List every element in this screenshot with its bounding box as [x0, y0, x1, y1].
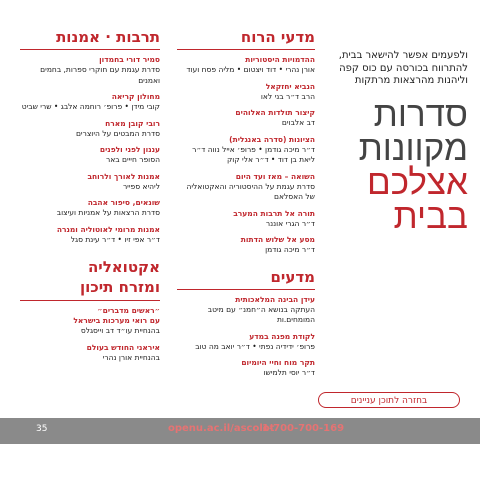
phone-number: 1-700-700-169	[262, 423, 345, 434]
left-column	[20, 28, 160, 369]
list-item[interactable]: אמנות לאורך ולרוחב ליהיא ספייר	[87, 171, 160, 191]
list-item[interactable]: עם רואי מערכות בישראל בהנחיית עו״ד דב וייסגלס	[73, 316, 160, 335]
list-item[interactable]: תקר מוח וחיי היומיום ד״ר יוסי תלמישו	[241, 358, 315, 377]
website-link[interactable]: openu.ac.il/ascolot	[168, 423, 275, 434]
list-item[interactable]: תורה אל תרבות המערב ד״ר הגרי אוננר	[233, 208, 315, 228]
list-item[interactable]: ״ראשים מדברים״	[97, 306, 160, 315]
list-item[interactable]: לקודת מפנה במדע פרופ׳ ידידיה נפתי • ד״ר יואב מה טוב	[195, 331, 315, 351]
list-item[interactable]: עננון לפני ולפנים הסופר חייים באר	[99, 145, 160, 164]
list-item[interactable]: מחולון קריאה קובי מידן • פרופ׳ רוחמה אלבג • שרי שביט	[21, 92, 160, 111]
list-item[interactable]: מסע אל שלוש הדתות ד״ר מיכה גודמן	[240, 235, 315, 254]
humanities-list	[177, 55, 315, 256]
intro-column	[328, 28, 468, 237]
section-title-line-2: ומזרח תיכון	[79, 278, 160, 296]
list-item[interactable]: הנביא יחזקאל הרב ד״ר בני לאו	[260, 81, 315, 101]
list-item[interactable]: הציונות (סדרה באנגלית) ד״ר מיכה גודמן • פרופ׳ אייל נווה ד״ר ליאת בן דוד • ד״ר אלי קוק	[192, 134, 315, 164]
intro-text: ולפעמים אפשר להישאר בבית, להתרווח בכורסה עם כוס קפה וליהנות מהרצאות מרתקות	[338, 50, 468, 86]
list-item[interactable]: איראני החודש בעולם בהנחיית אורן נהרי	[86, 342, 160, 362]
current-affairs-list	[20, 306, 160, 363]
list-item[interactable]: עידן הבינה המלאכותית העתקה בנושא ה״חמנ״ עם מיטב המומחים.ות	[207, 294, 315, 324]
headline-line-2: מקוונות	[358, 128, 468, 169]
middle-column	[177, 28, 315, 385]
section-title-humanities: מדעי הרוח	[177, 28, 315, 50]
list-item[interactable]: ההדמויות היסטוריות אורן נהרי • דוד ויצטום • מליה פסח ועוד	[186, 55, 315, 74]
section-title-line-1: אקטואליה	[87, 258, 160, 276]
back-to-toc-button[interactable]: בחזרה לתוכן עניינים	[318, 392, 460, 408]
list-item[interactable]: השואה – מאז ועד היום סדרת עגמת על ההיסטוריה והאקטואליה של האסלאם	[186, 171, 315, 201]
section-title-culture: תרבות · אמנות	[20, 28, 160, 50]
footer-bar	[0, 418, 480, 444]
list-item[interactable]: קיצור תולדות האלוהים דב אלבוים	[235, 108, 315, 127]
section-title-sciences: מדעים	[177, 268, 315, 290]
sciences-list	[177, 295, 315, 379]
headline-line-1: סדרות	[373, 94, 468, 135]
list-item[interactable]: רובי קובן מארח סדרת המבטים על היוצרים	[75, 118, 160, 138]
headline-line-3: אצלכם	[366, 162, 468, 203]
list-item[interactable]: שונאים, סיפור אהבה סדרת הרצאות על אמניות ועיצוב	[56, 198, 160, 217]
culture-list	[20, 55, 160, 245]
headline-line-4: בבית	[393, 196, 468, 237]
list-item[interactable]: אמנות מרומי לאוטוליה ומנרה ד״ר אפי זיו • ד״ר עינת סגל	[56, 224, 160, 244]
list-item[interactable]: סמיר דורי בחמדון סדרת עגמת עם חוקרי ספרות, בחמים ואמנים	[40, 55, 160, 85]
page-number: 35	[36, 424, 48, 434]
section-title-current-affairs	[20, 257, 160, 301]
